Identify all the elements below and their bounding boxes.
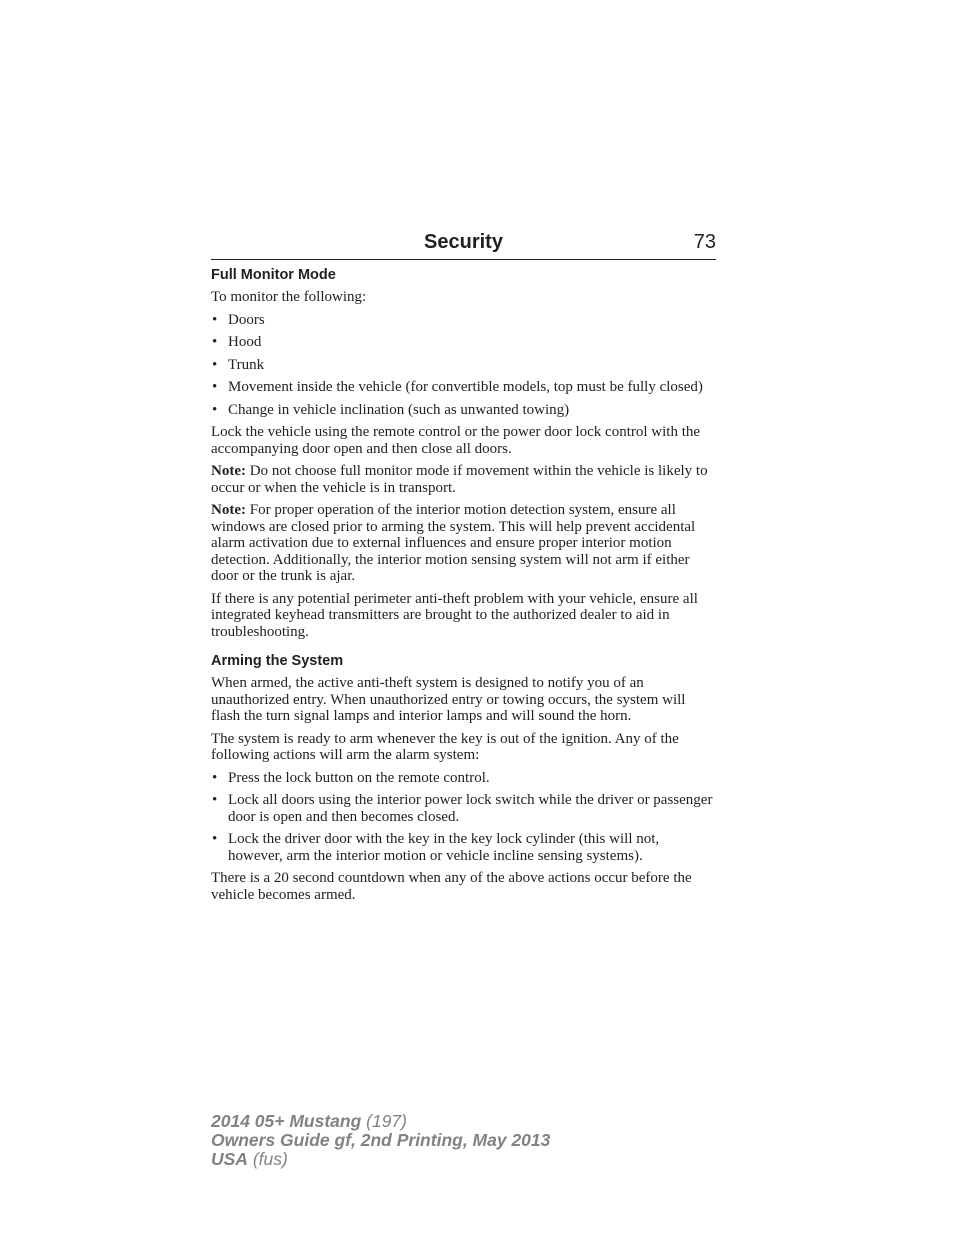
list-item-text: Press the lock button on the remote control. — [228, 769, 490, 786]
list-item — [211, 402, 716, 419]
note-text: For proper operation of the interior motion detection system, ensure all windows are closed prior to arming the system. This will help prevent accidental alarm activation due to external influences and ensure proper interior motion detection. Additionally, the interior motion sensing system will not arm if either door or the trunk is ajar. — [211, 502, 696, 584]
section-heading-full-monitor-mode: Full Monitor Mode — [211, 267, 336, 283]
countdown-paragraph: There is a 20 second countdown when any of the above actions occur before the vehicle becomes armed. — [211, 870, 692, 903]
page-header — [211, 229, 716, 260]
bullet-icon: • — [212, 334, 218, 350]
footer-market-code: (fus) — [247, 1149, 288, 1169]
list-item — [211, 357, 716, 374]
list-item — [211, 312, 716, 329]
armed-paragraph: When armed, the active anti-theft system is designed to notify you of an unauthorized entry. When unauthorized entry or towing occurs, the system will flash the turn signal lamps and interior lamps and will sound the horn. — [211, 675, 686, 724]
footer-market: USA — [211, 1149, 248, 1169]
list-item-text: Movement inside the vehicle (for convertible models, top must be fully closed) — [228, 379, 703, 395]
section-heading-arming-the-system: Arming the System — [211, 653, 344, 669]
note-label: Note: — [211, 502, 246, 518]
arming-actions-list — [211, 770, 716, 865]
note-paragraph — [211, 502, 716, 585]
page-number: 73 — [693, 231, 716, 253]
list-item-text: Doors — [228, 311, 265, 328]
lock-vehicle-paragraph: Lock the vehicle using the remote control or the power door lock control with the accompanying door open and then close all doors. — [211, 424, 701, 457]
footer-edition: Owners Guide gf, 2nd Printing, May 2013 — [211, 1130, 551, 1150]
list-item — [211, 379, 716, 396]
list-item — [211, 831, 716, 864]
bullet-icon: • — [212, 831, 218, 847]
list-item — [211, 770, 716, 787]
footer-line — [211, 1112, 550, 1131]
footer-line — [211, 1150, 550, 1169]
ready-to-arm-paragraph: The system is ready to arm whenever the key is out of the ignition. Any of the following actions will arm the alarm system: — [211, 730, 679, 763]
perimeter-paragraph: If there is any potential perimeter anti-theft problem with your vehicle, ensure all integrated keyhead transmitters are brought to the authorized dealer to aid in troubleshooting. — [211, 590, 698, 640]
page-content — [211, 266, 716, 909]
note-text: Do not choose full monitor mode if movement within the vehicle is likely to occur or when the vehicle is in transport. — [211, 463, 708, 496]
list-item-text: Change in vehicle inclination (such as unwanted towing) — [228, 401, 570, 418]
page-title: Security — [424, 231, 503, 253]
monitor-list — [211, 312, 716, 419]
bullet-icon: • — [212, 356, 218, 373]
footer-model-code: (197) — [361, 1111, 407, 1131]
bullet-icon: • — [212, 792, 218, 808]
footer-line — [211, 1131, 550, 1150]
monitor-intro-text: To monitor the following: — [211, 289, 367, 305]
bullet-icon: • — [212, 311, 218, 328]
list-item-text: Hood — [228, 334, 262, 350]
list-item — [211, 792, 716, 825]
note-paragraph — [211, 463, 716, 496]
list-item — [211, 334, 716, 351]
list-item-text: Lock all doors using the interior power lock switch while the driver or passenger door is open and then becomes closed. — [228, 792, 713, 825]
note-label: Note: — [211, 463, 246, 479]
bullet-icon: • — [212, 379, 218, 395]
document-footer — [211, 1112, 550, 1169]
list-item-text: Trunk — [228, 356, 265, 373]
bullet-icon: • — [212, 769, 218, 786]
bullet-icon: • — [212, 401, 218, 418]
footer-model: 2014 05+ Mustang — [211, 1111, 362, 1131]
list-item-text: Lock the driver door with the key in the key lock cylinder (this will not, however, arm the interior motion or vehicle incline sensing systems). — [228, 831, 660, 864]
